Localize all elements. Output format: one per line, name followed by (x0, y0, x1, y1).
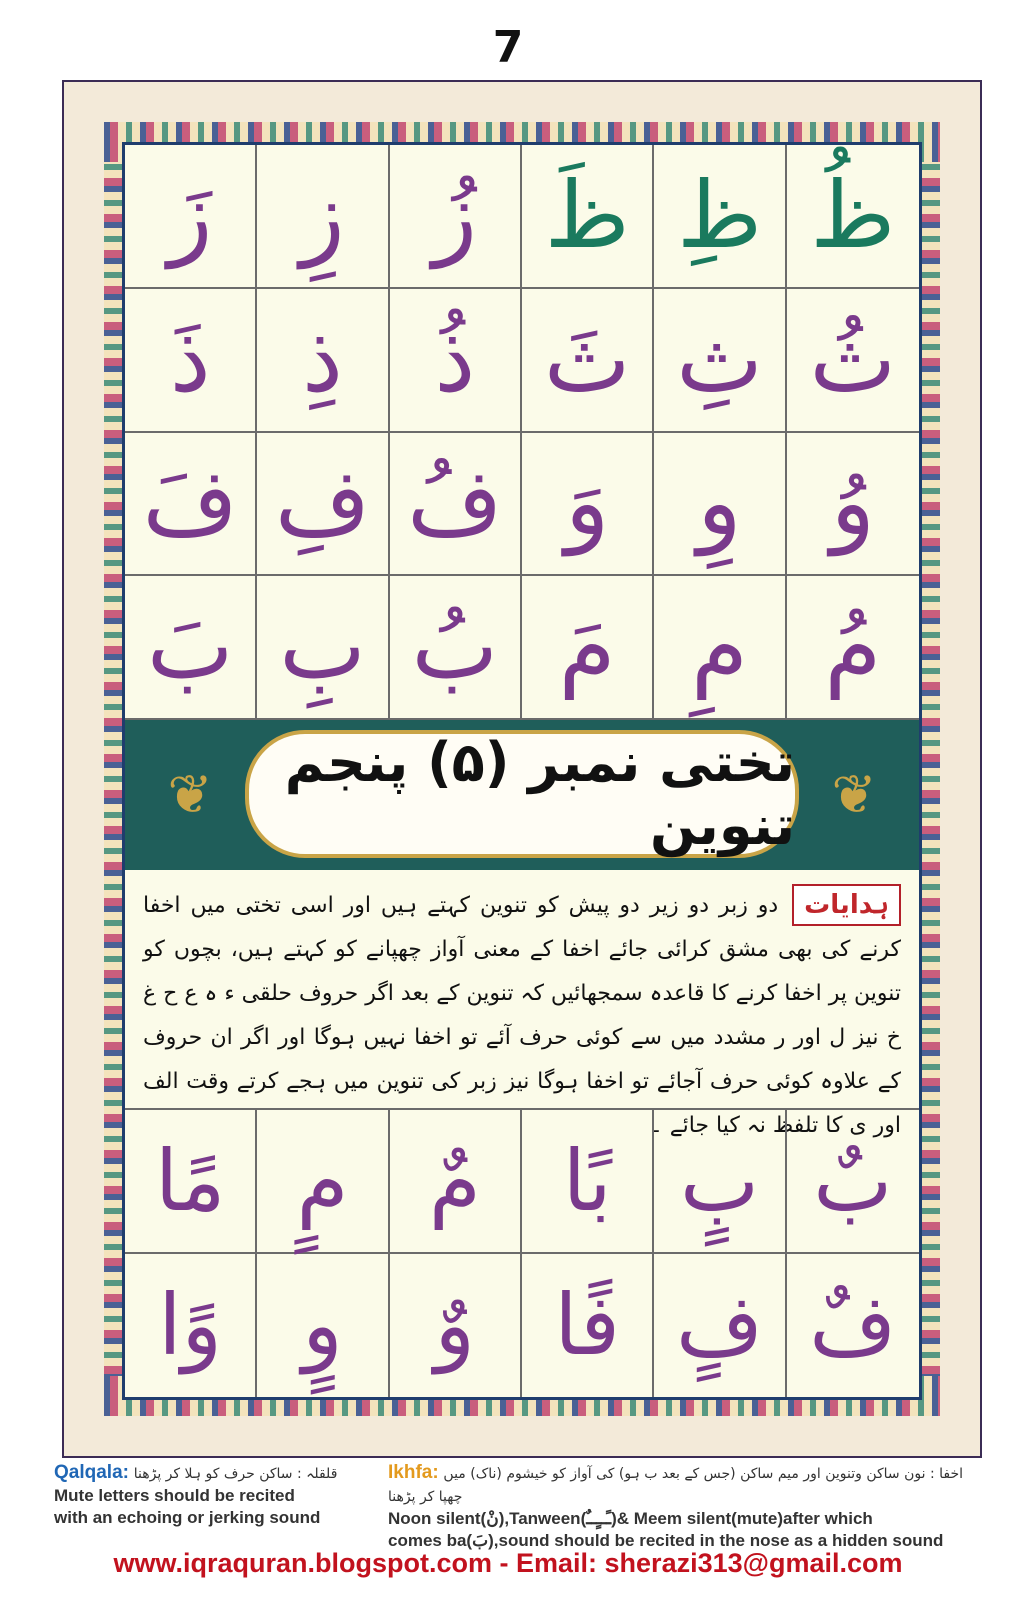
instructions-heading: ہدایات (792, 884, 901, 926)
top-letter-cell: ظِ (654, 145, 786, 289)
bottom-letter-cell: وًا (125, 1254, 257, 1398)
letter-grid-top (125, 145, 919, 720)
top-letter-cell: مِ (654, 576, 786, 720)
bottom-letter-cell: فٌ (809, 1276, 897, 1375)
ikhfa-line1: Noon silent(نْ),Tanween(ـًــٍــٌ)& Meem silent(mute)after which (388, 1509, 873, 1528)
website-email-footer[interactable]: www.iqraquran.blogspot.com - Email: sherazi313@gmail.com (113, 1548, 903, 1578)
top-letter-cell: ظُ (787, 145, 919, 289)
lesson-title: تختی نمبر (۵) پنجم تنوین (284, 731, 795, 857)
top-letter-cell: ذَ (125, 289, 257, 433)
qalqala-urdu: قلقلہ : ساکن حرف کو ہلا کر پڑھنا (133, 1466, 338, 1482)
instructions-section (125, 870, 919, 1138)
qalqala-title: Qalqala: (54, 1462, 129, 1483)
lesson-banner (125, 720, 919, 870)
qalqala-line2: with an echoing or jerking sound (54, 1508, 321, 1527)
bottom-letter-cell: وٌ (390, 1254, 522, 1398)
legend (54, 1462, 966, 1550)
lesson-panel (122, 142, 922, 1400)
top-letter-cell: وِ (654, 433, 786, 577)
qalqala-line1: Mute letters should be recited (54, 1486, 295, 1505)
top-letter-cell: ثَ (522, 289, 654, 433)
top-letter-cell: زِ (257, 145, 389, 289)
qalqala-legend (54, 1462, 354, 1529)
banner-ornament-left: ❦ (167, 763, 213, 826)
top-letter-cell: بِ (257, 576, 389, 720)
ikhfa-title: Ikhfa: (388, 1462, 439, 1483)
top-letter-cell: بَ (125, 576, 257, 720)
bottom-letter-cell: مٍ (257, 1110, 389, 1254)
top-letter-cell: فِ (257, 433, 389, 577)
top-letter-cell: فُ (390, 433, 522, 577)
top-letter-cell: وَ (522, 433, 654, 577)
ikhfa-urdu: اخفا : نون ساکن وتنوین اور میم ساکن (جس کے بعد ب ہو) کی آواز کو خیشوم (ناک) میں چھپا کر پڑھنا (388, 1466, 964, 1505)
page-number: 7 (492, 22, 524, 73)
bottom-letter-cell: بٌ (787, 1110, 919, 1254)
top-letter-cell: مَ (522, 576, 654, 720)
bottom-letter-cell: بًا (522, 1110, 654, 1254)
letter-grid-bottom (125, 1110, 919, 1397)
instructions-text: دو زبر دو زیر دو پیش کو تنوین کہتے ہیں اور اسی تختی میں اخفا کرنے کی بھی مشق کرائی جائے اخفا کے معنی آواز چھپانے کو کہتے ہیں، بچوں کو تنوین پر اخفا کرنے کا قاعدہ سمجھائیں کہ تنوین کے بعد اگر حروف حلقی ء ہ ع ح غ خ نیز ل اور ر مشدد میں سے کوئی حرف آئے تو اخفا نہیں ہوگا اور اگر ان حروف کے علاوہ کوئی حرف آجائے تو اخفا ہوگا نیز زبر کی تنوین میں ہجے کرتے وقت الف اور ی کا تلفظ نہ کیا جائے ۔ (143, 893, 901, 1138)
top-letter-cell: مُ (787, 576, 919, 720)
top-letter-cell: فَ (125, 433, 257, 577)
top-letter-cell: زُ (390, 145, 522, 289)
top-letter-cell: ثُ (787, 289, 919, 433)
bottom-letter-cell: بٍ (654, 1110, 786, 1254)
top-letter-cell: ذِ (257, 289, 389, 433)
bottom-letter-cell: وٍ (257, 1254, 389, 1398)
top-letter-cell: بُ (390, 576, 522, 720)
top-letter-cell: وُ (787, 433, 919, 577)
bottom-letter-cell: مٌ (390, 1110, 522, 1254)
bottom-letter-cell: فًا (522, 1254, 654, 1398)
decorative-frame (62, 80, 982, 1458)
banner-ornament-right: ❦ (831, 763, 877, 826)
ikhfa-line2: comes ba(بَ),sound should be recited in the nose as a hidden sound (388, 1531, 944, 1550)
ikhfa-legend (388, 1462, 966, 1552)
bottom-letter-cell: مًا (125, 1110, 257, 1254)
top-letter-cell: ثِ (654, 289, 786, 433)
bottom-letter-cell: فٍ (654, 1254, 786, 1398)
top-letter-cell: ظَ (522, 145, 654, 289)
top-letter-cell: زَ (125, 145, 257, 289)
banner-plaque (245, 730, 799, 858)
top-letter-cell: ذُ (390, 289, 522, 433)
